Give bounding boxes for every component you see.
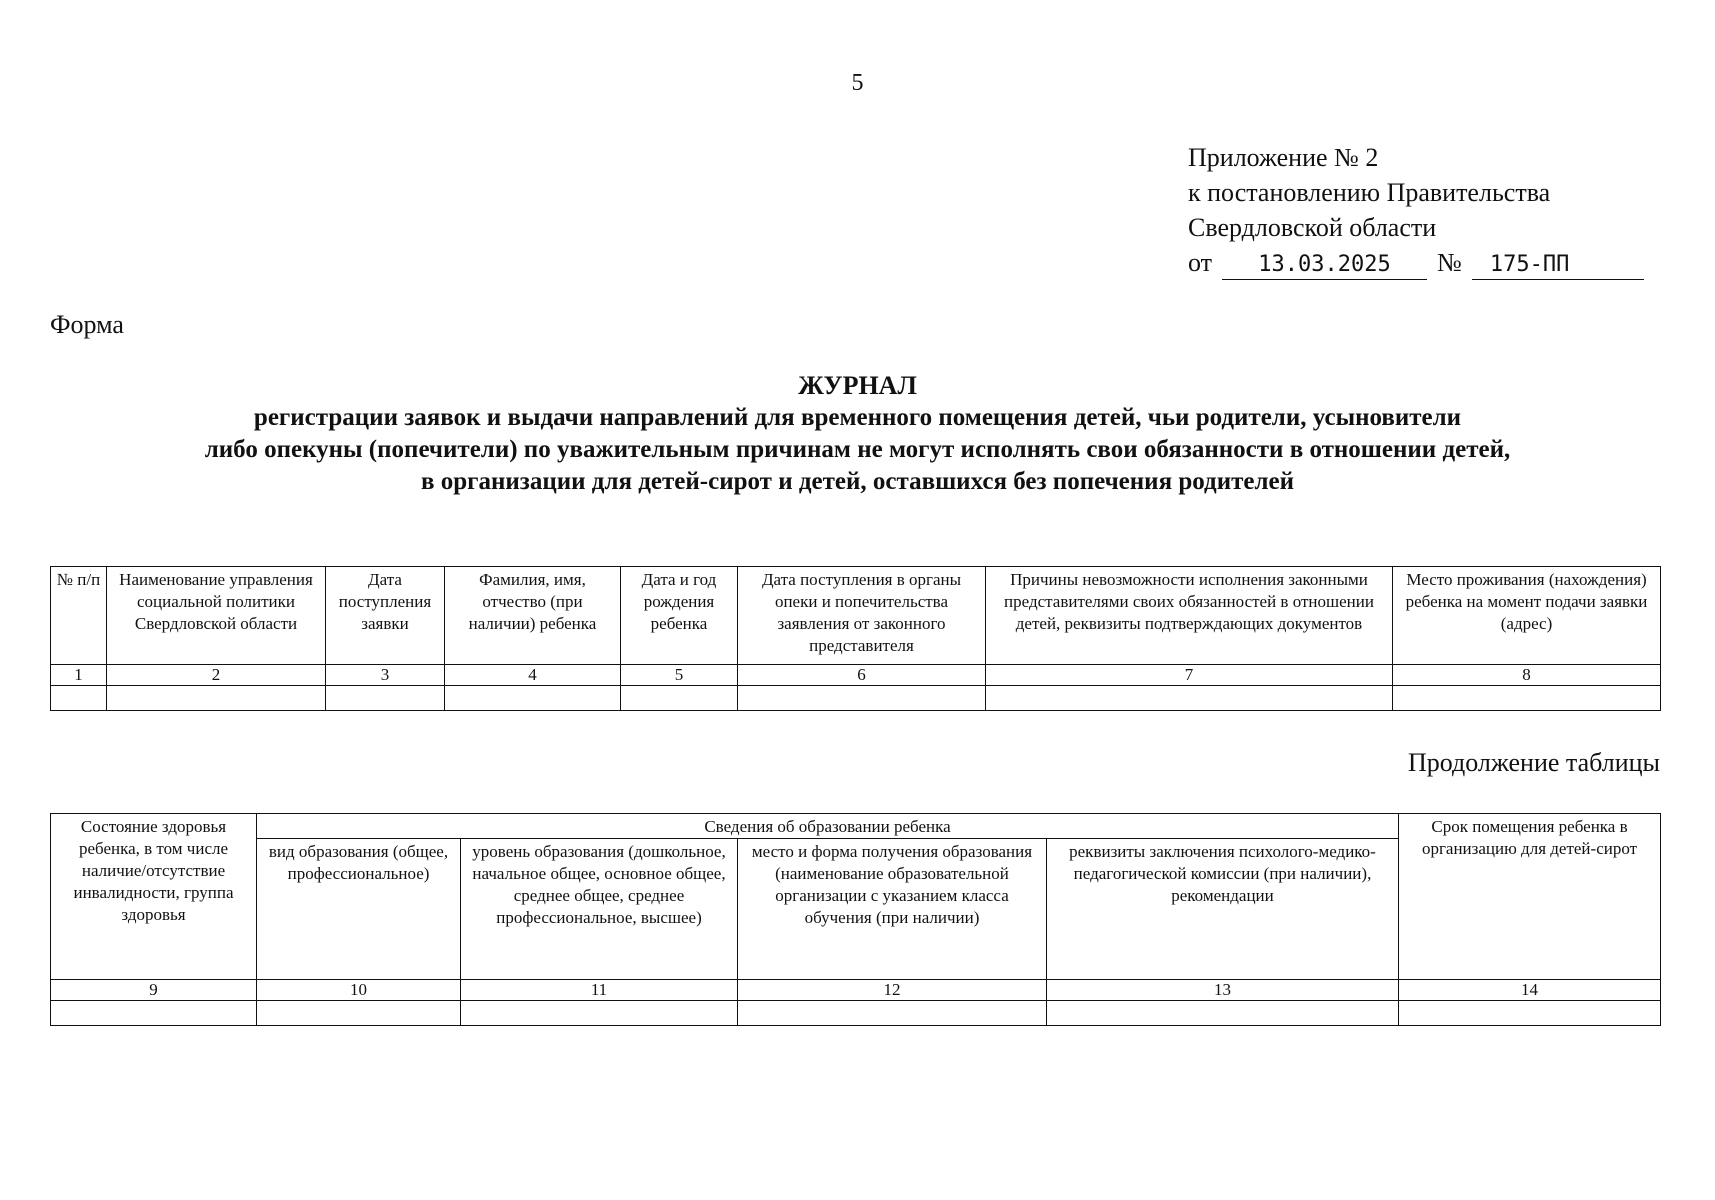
table1-empty-cell bbox=[986, 686, 1393, 711]
commission-details-header: реквизиты заключения психолого-медико-педагогической комиссии (при наличии), рекомендации bbox=[1047, 839, 1399, 980]
table1-header-cell: Дата и год рождения ребенка bbox=[621, 567, 738, 665]
table1-empty-cell bbox=[445, 686, 621, 711]
page-number: 5 bbox=[851, 70, 864, 96]
table1-empty-cell bbox=[738, 686, 986, 711]
document-heading bbox=[0, 370, 1715, 498]
table2-column-number: 11 bbox=[461, 980, 738, 1001]
table1-header-cell: Наименование управления социальной политики Свердловской области bbox=[107, 567, 326, 665]
journal-table-part-2 bbox=[50, 813, 1661, 1026]
heading-line-3: в организации для детей-сирот и детей, оставшихся без попечения родителей bbox=[420, 468, 1294, 495]
table1-header-row bbox=[51, 567, 1661, 665]
table1-column-number: 7 bbox=[986, 665, 1393, 686]
table1-empty-cell bbox=[107, 686, 326, 711]
table2-empty-cell bbox=[51, 1001, 257, 1026]
resolution-date: 13.03.2025 bbox=[1222, 251, 1427, 280]
education-type-header: вид образования (общее, профессиональное) bbox=[257, 839, 461, 980]
table1-header-cell: № п/п bbox=[51, 567, 107, 665]
table1-header-cell: Причины невозможности исполнения законными представителями своих обязанностей в отношении детей, реквизиты подтверждающих документов bbox=[986, 567, 1393, 665]
heading-line-2: либо опекуны (попечители) по уважительным причинам не могут исполнять свои обязанности в отношении детей, bbox=[204, 436, 1511, 463]
form-label: Форма bbox=[50, 310, 124, 339]
table1-column-number: 8 bbox=[1393, 665, 1661, 686]
journal-table-part-1 bbox=[50, 566, 1661, 711]
table1-header-cell: Дата поступления в органы опеки и попечительства заявления от законного представителя bbox=[738, 567, 986, 665]
table1-empty-cell bbox=[51, 686, 107, 711]
table1-empty-row bbox=[51, 686, 1661, 711]
appendix-line-2: к постановлению Правительства bbox=[1188, 178, 1551, 207]
table2-column-number: 12 bbox=[738, 980, 1047, 1001]
table1-column-number: 2 bbox=[107, 665, 326, 686]
table1-header-cell: Место проживания (нахождения) ребенка на момент подачи заявки (адрес) bbox=[1393, 567, 1661, 665]
table1-empty-cell bbox=[1393, 686, 1661, 711]
table-continuation-label: Продолжение таблицы bbox=[1408, 748, 1660, 777]
table2-empty-cell bbox=[1399, 1001, 1661, 1026]
table1-column-number: 4 bbox=[445, 665, 621, 686]
appendix-block bbox=[1188, 140, 1644, 280]
table2-column-number: 13 bbox=[1047, 980, 1399, 1001]
date-prefix: от bbox=[1188, 248, 1213, 277]
document-title: ЖУРНАЛ bbox=[798, 371, 917, 400]
education-group-header: Сведения об образовании ребенка bbox=[257, 814, 1399, 839]
table1-column-number: 1 bbox=[51, 665, 107, 686]
table2-column-number-row bbox=[51, 980, 1661, 1001]
table1-column-number-row bbox=[51, 665, 1661, 686]
appendix-line-3: Свердловской области bbox=[1188, 213, 1437, 242]
health-status-header: Состояние здоровья ребенка, в том числе наличие/отсутствие инвалидности, группа здоровья bbox=[51, 814, 257, 980]
table1-empty-cell bbox=[621, 686, 738, 711]
table2-header-row-1 bbox=[51, 814, 1661, 839]
table2-column-number: 10 bbox=[257, 980, 461, 1001]
placement-term-header: Срок помещения ребенка в организацию для детей-сирот bbox=[1399, 814, 1661, 980]
table2-empty-cell bbox=[257, 1001, 461, 1026]
table1-header-cell: Дата поступления заявки bbox=[326, 567, 445, 665]
resolution-number: 175-ПП bbox=[1472, 251, 1644, 280]
table1-column-number: 3 bbox=[326, 665, 445, 686]
table1-column-number: 5 bbox=[621, 665, 738, 686]
table2-column-number: 9 bbox=[51, 980, 257, 1001]
table2-empty-cell bbox=[1047, 1001, 1399, 1026]
table1-header-cell: Фамилия, имя, отчество (при наличии) ребенка bbox=[445, 567, 621, 665]
education-place-header: место и форма получения образования (наименование образовательной организации с указанием класса обучения (при наличии) bbox=[738, 839, 1047, 980]
education-level-header: уровень образования (дошкольное, начальное общее, основное общее, среднее общее, среднее профессиональное, высшее) bbox=[461, 839, 738, 980]
table2-empty-cell bbox=[461, 1001, 738, 1026]
number-prefix: № bbox=[1437, 248, 1462, 277]
table2-column-number: 14 bbox=[1399, 980, 1661, 1001]
heading-line-1: регистрации заявок и выдачи направлений для временного помещения детей, чьи родители, усыновители bbox=[253, 404, 1462, 431]
appendix-date-number-line bbox=[1188, 245, 1644, 280]
table2-empty-row bbox=[51, 1001, 1661, 1026]
table2-empty-cell bbox=[738, 1001, 1047, 1026]
table1-empty-cell bbox=[326, 686, 445, 711]
appendix-line-1: Приложение № 2 bbox=[1188, 143, 1379, 172]
table1-column-number: 6 bbox=[738, 665, 986, 686]
